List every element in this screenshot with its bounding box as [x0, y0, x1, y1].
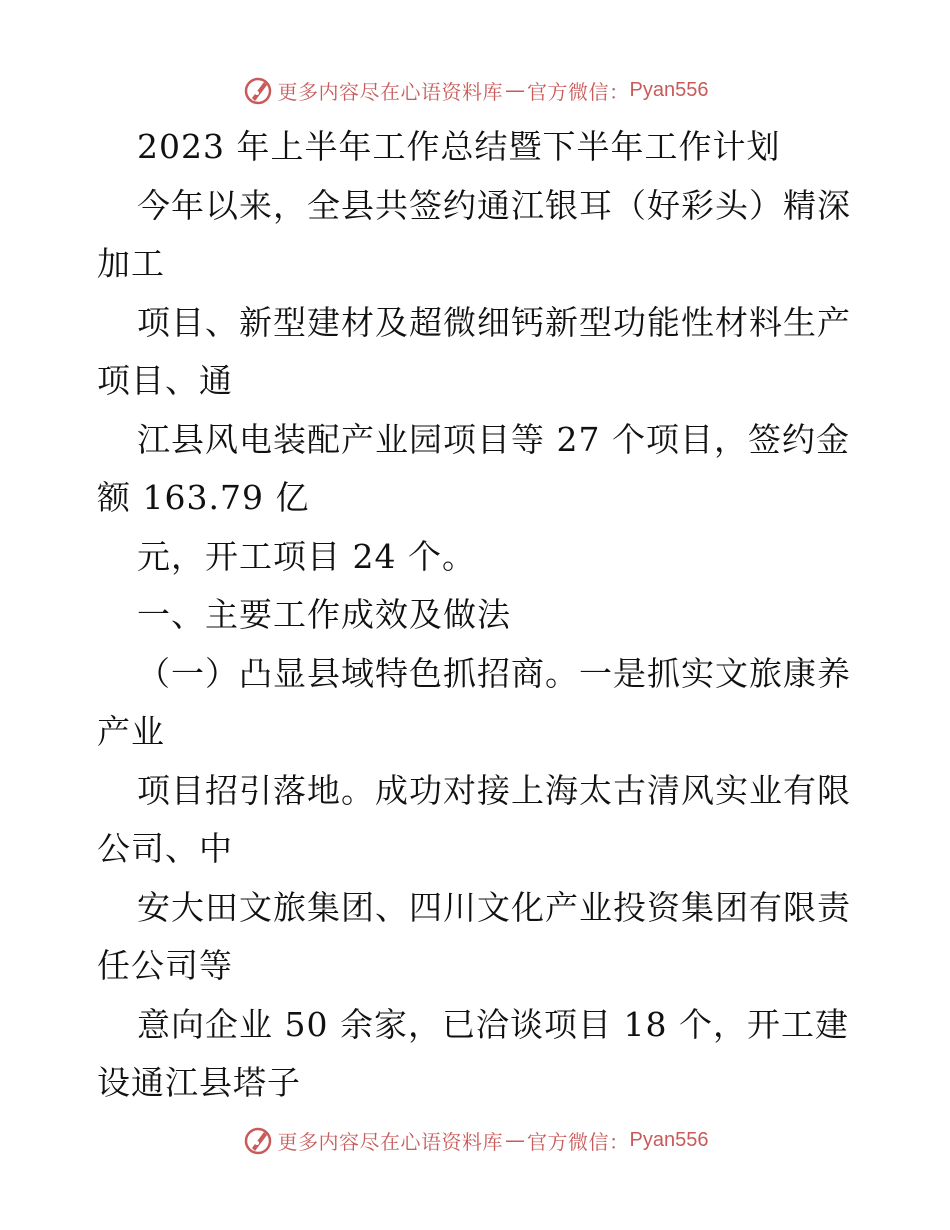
text-line: 江县风电装配产业园项目等 27 个项目，签约金	[137, 419, 850, 459]
text-line: 项目、通	[97, 361, 233, 400]
text-line: 产业	[97, 712, 165, 751]
text-line: （一）凸显县域特色抓招商。一是抓实文旅康养	[137, 653, 851, 693]
text-line: 元，开工项目 24 个。	[137, 536, 476, 576]
text-line: 今年以来，全县共签约通江银耳（好彩头）精深	[137, 185, 851, 225]
watermark-official-text: 官方微信：	[527, 1129, 630, 1154]
text-line: 额 163.79 亿	[97, 478, 310, 517]
document-body	[97, 118, 857, 1113]
text-line: 设通江县塔子	[97, 1063, 301, 1102]
text-line: 任公司等	[97, 946, 233, 985]
text-line: 一、主要工作成效及做法	[137, 595, 511, 634]
watermark-wechat-id: Pyan556	[629, 1128, 709, 1151]
text-line: 加工	[97, 244, 165, 283]
watermark-site-text: 更多内容尽在心语资料库	[277, 1129, 504, 1154]
watermark-wechat-id: Pyan556	[629, 78, 709, 101]
watermark-official-text: 官方微信：	[527, 79, 630, 104]
watermark-site-text: 更多内容尽在心语资料库	[277, 79, 504, 104]
watermark-footer	[0, 1120, 950, 1160]
text-line: 2023 年上半年工作总结暨下半年工作计划	[137, 127, 781, 166]
pen-nib-logo-icon	[242, 1124, 274, 1156]
watermark-header	[0, 70, 950, 110]
text-line: 项目招引落地。成功对接上海太古清风实业有限	[137, 770, 851, 810]
text-line: 意向企业 50 余家，已洽谈项目 18 个，开工建	[137, 1004, 849, 1044]
watermark-separator: —	[505, 1128, 526, 1152]
text-line: 安大田文旅集团、四川文化产业投资集团有限责	[137, 887, 851, 927]
text-line: 公司、中	[97, 829, 233, 868]
text-line: 项目、新型建材及超微细钙新型功能性材料生产	[137, 302, 851, 342]
watermark-separator: —	[505, 78, 526, 102]
pen-nib-logo-icon	[242, 74, 274, 106]
